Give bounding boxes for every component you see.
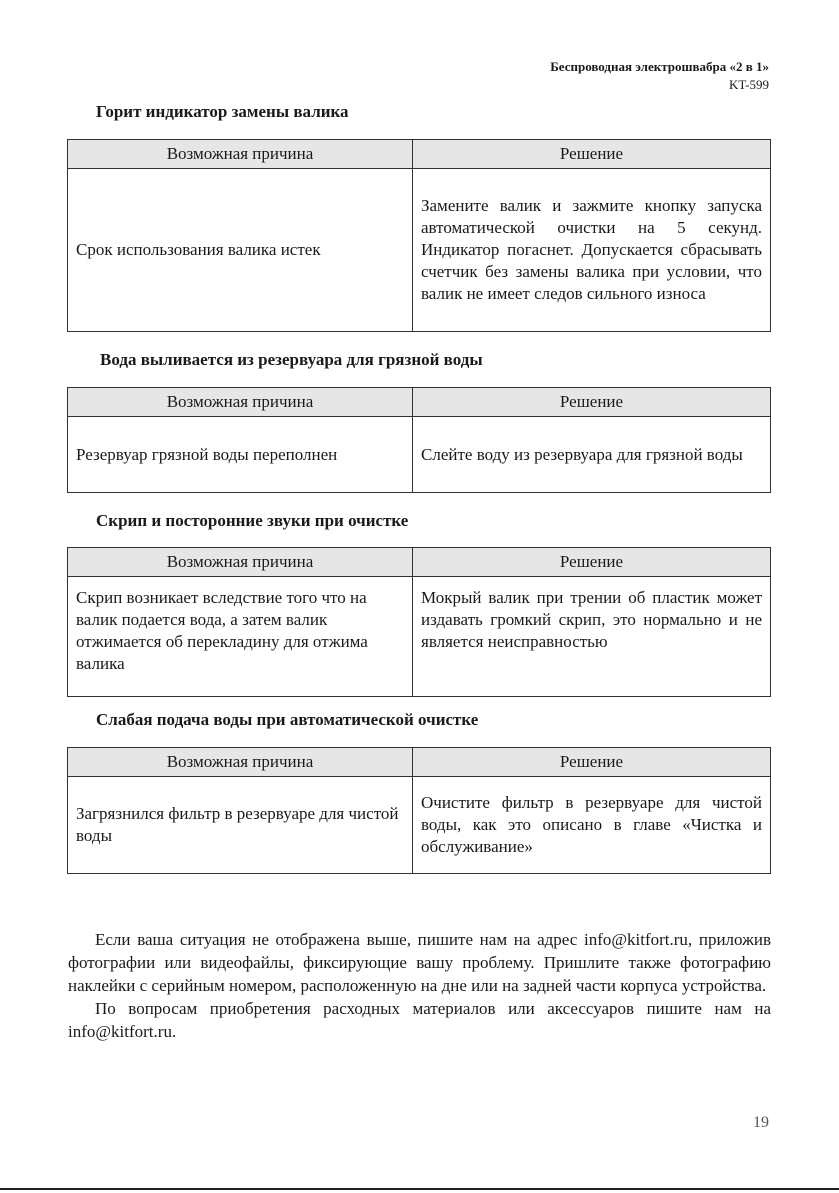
product-name: Беспроводная электрошвабра «2 в 1» [550,59,769,74]
section-title: Горит индикатор замены валика [96,102,349,121]
troubleshooting-table [67,547,771,697]
accessories-paragraph: По вопросам приобретения расходных материалов или аксессуаров пишите нам на info@kitfort.ru. [68,999,771,1041]
cause-cell: Срок использования валика истек [68,169,413,332]
page-header [550,58,769,94]
cause-cell: Резервуар грязной воды переполнен [68,417,413,493]
section-title: Слабая подача воды при автоматической очистке [96,710,479,729]
bottom-rule [0,1188,839,1190]
troubleshooting-table [67,139,771,332]
contact-paragraph: Если ваша ситуация не отображена выше, пишите нам на адрес info@kitfort.ru, приложив фотографии или видеофайлы, фиксирующие вашу проблему. Пришлите также фотографию наклейки с серийным номером, расположенную на дне или на задней части корпуса устройства. [68,930,771,995]
header-solution: Решение [413,388,771,417]
model-number: KT-599 [729,77,769,92]
header-cause: Возможная причина [68,548,413,577]
header-cause: Возможная причина [68,388,413,417]
cause-cell: Загрязнился фильтр в резервуаре для чистой воды [68,777,413,874]
page-number: 19 [753,1114,769,1131]
header-solution: Решение [413,140,771,169]
header-solution: Решение [413,548,771,577]
solution-cell: Очистите фильтр в резервуаре для чистой воды, как это описано в главе «Чистка и обслуживание» [413,777,771,874]
header-cause: Возможная причина [68,748,413,777]
solution-cell: Замените валик и зажмите кнопку запуска автоматической очистки на 5 секунд. Индикатор погаснет. Допускается сбрасывать счетчик без замены валика при условии, что валик не имеет следов сильного износа [413,169,771,332]
solution-cell: Слейте воду из резервуара для грязной воды [413,417,771,493]
troubleshooting-table [67,387,771,493]
troubleshooting-table [67,747,771,874]
header-cause: Возможная причина [68,140,413,169]
cause-cell: Скрип возникает вследствие того что на валик подается вода, а затем валик отжимается об перекладину для отжима валика [68,577,413,697]
header-solution: Решение [413,748,771,777]
section-title: Вода выливается из резервуара для грязной воды [100,350,483,369]
section-title: Скрип и посторонние звуки при очистке [96,511,409,530]
contact-info [68,928,771,1043]
solution-cell: Мокрый валик при трении об пластик может издавать громкий скрип, это нормально и не является неисправностью [413,577,771,697]
